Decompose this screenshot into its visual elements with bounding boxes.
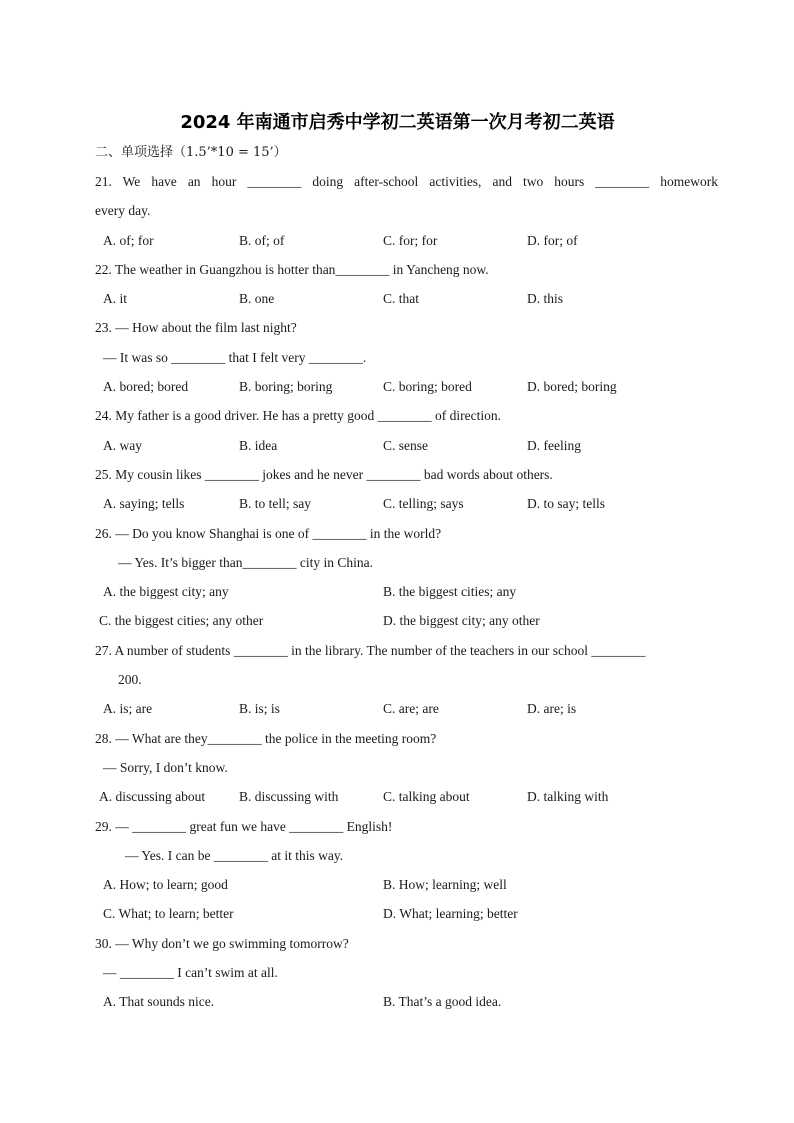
option-d[interactable]: D. What; learning; better <box>383 906 518 922</box>
option-row <box>95 431 718 460</box>
question-stem: 29. — ________ great fun we have ________ English! <box>95 818 393 834</box>
question-stem: 25. My cousin likes ________ jokes and he never ________ bad words about others. <box>95 466 553 482</box>
dialogue-reply: — Sorry, I don’t know. <box>103 759 228 775</box>
option-c[interactable]: C. are; are <box>383 701 439 717</box>
option-b[interactable]: B. one <box>239 291 275 307</box>
question-22 <box>95 255 718 314</box>
option-b[interactable]: B. idea <box>239 437 278 453</box>
option-c[interactable]: C. that <box>383 291 419 307</box>
option-a[interactable]: A. is; are <box>103 701 153 717</box>
question-26 <box>95 519 718 636</box>
question-stem: 23. — How about the film last night? <box>95 320 297 336</box>
option-a[interactable]: A. bored; bored <box>103 379 189 395</box>
question-28 <box>95 724 718 812</box>
dialogue-reply: — It was so ________ that I felt very ________. <box>103 349 367 365</box>
question-stem-continued: every day. <box>95 203 151 219</box>
page-title: 2024 年南通市启秀中学初二英语第一次月考初二英语 <box>180 112 615 133</box>
option-d[interactable]: D. feeling <box>527 437 581 453</box>
option-d[interactable]: D. this <box>527 291 564 307</box>
option-b[interactable]: B. That’s a good idea. <box>383 994 502 1010</box>
question-27 <box>95 636 718 724</box>
option-row <box>95 782 718 811</box>
question-stem: 26. — Do you know Shanghai is one of ________ in the world? <box>95 525 442 541</box>
option-d[interactable]: D. are; is <box>527 701 577 717</box>
option-row <box>95 284 718 313</box>
option-a[interactable]: A. the biggest city; any <box>103 584 229 600</box>
option-a[interactable]: A. of; for <box>103 232 154 248</box>
option-d[interactable]: D. talking with <box>527 789 609 805</box>
option-row <box>95 577 718 606</box>
option-row <box>95 694 718 723</box>
option-c[interactable]: C. What; to learn; better <box>103 906 234 922</box>
option-b[interactable]: B. of; of <box>239 232 285 248</box>
option-row <box>95 489 718 518</box>
question-23 <box>95 313 718 401</box>
option-b[interactable]: B. boring; boring <box>239 379 333 395</box>
option-row <box>95 606 718 635</box>
option-b[interactable]: B. is; is <box>239 701 280 717</box>
dialogue-reply: — Yes. It’s bigger than________ city in China. <box>118 554 373 570</box>
question-stem-continued: 200. <box>118 672 142 688</box>
option-c[interactable]: C. the biggest cities; any other <box>99 613 264 629</box>
question-24 <box>95 401 718 460</box>
section-heading: 二、单项选择（1.5’*10 = 15’） <box>95 145 287 160</box>
question-29 <box>95 812 718 929</box>
option-a[interactable]: A. saying; tells <box>103 496 185 512</box>
question-21 <box>95 167 718 255</box>
question-stem: 21. We have an hour ________ doing after-school activities, and two hours ________ homework <box>95 174 718 189</box>
option-row <box>95 987 718 1016</box>
option-a[interactable]: A. discussing about <box>99 789 206 805</box>
option-d[interactable]: D. bored; boring <box>527 379 617 395</box>
question-25 <box>95 460 718 519</box>
dialogue-reply: — ________ I can’t swim at all. <box>103 965 278 981</box>
option-a[interactable]: A. How; to learn; good <box>103 877 228 893</box>
option-row <box>95 899 718 928</box>
question-stem: 27. A number of students ________ in the library. The number of the teachers in our school ________ <box>95 642 646 658</box>
option-c[interactable]: C. boring; bored <box>383 379 472 395</box>
option-d[interactable]: D. for; of <box>527 232 578 248</box>
option-c[interactable]: C. telling; says <box>383 496 464 512</box>
option-d[interactable]: D. the biggest city; any other <box>383 613 540 629</box>
question-stem: 30. — Why don’t we go swimming tomorrow? <box>95 935 349 951</box>
option-b[interactable]: B. discussing with <box>239 789 339 805</box>
question-stem: 22. The weather in Guangzhou is hotter than________ in Yancheng now. <box>95 261 489 277</box>
option-c[interactable]: C. sense <box>383 437 428 453</box>
question-stem: 24. My father is a good driver. He has a pretty good ________ of direction. <box>95 408 502 424</box>
question-30 <box>95 929 718 1017</box>
option-c[interactable]: C. for; for <box>383 232 438 248</box>
option-a[interactable]: A. way <box>103 437 142 453</box>
option-b[interactable]: B. How; learning; well <box>383 877 507 893</box>
option-a[interactable]: A. That sounds nice. <box>103 994 215 1010</box>
option-b[interactable]: B. the biggest cities; any <box>383 584 517 600</box>
option-a[interactable]: A. it <box>103 291 128 307</box>
question-stem: 28. — What are they________ the police in the meeting room? <box>95 730 437 746</box>
option-row <box>95 870 718 899</box>
option-row <box>95 226 718 255</box>
option-row <box>95 372 718 401</box>
option-d[interactable]: D. to say; tells <box>527 496 605 512</box>
option-c[interactable]: C. talking about <box>383 789 470 805</box>
option-b[interactable]: B. to tell; say <box>239 496 311 512</box>
dialogue-reply: — Yes. I can be ________ at it this way. <box>125 847 344 863</box>
